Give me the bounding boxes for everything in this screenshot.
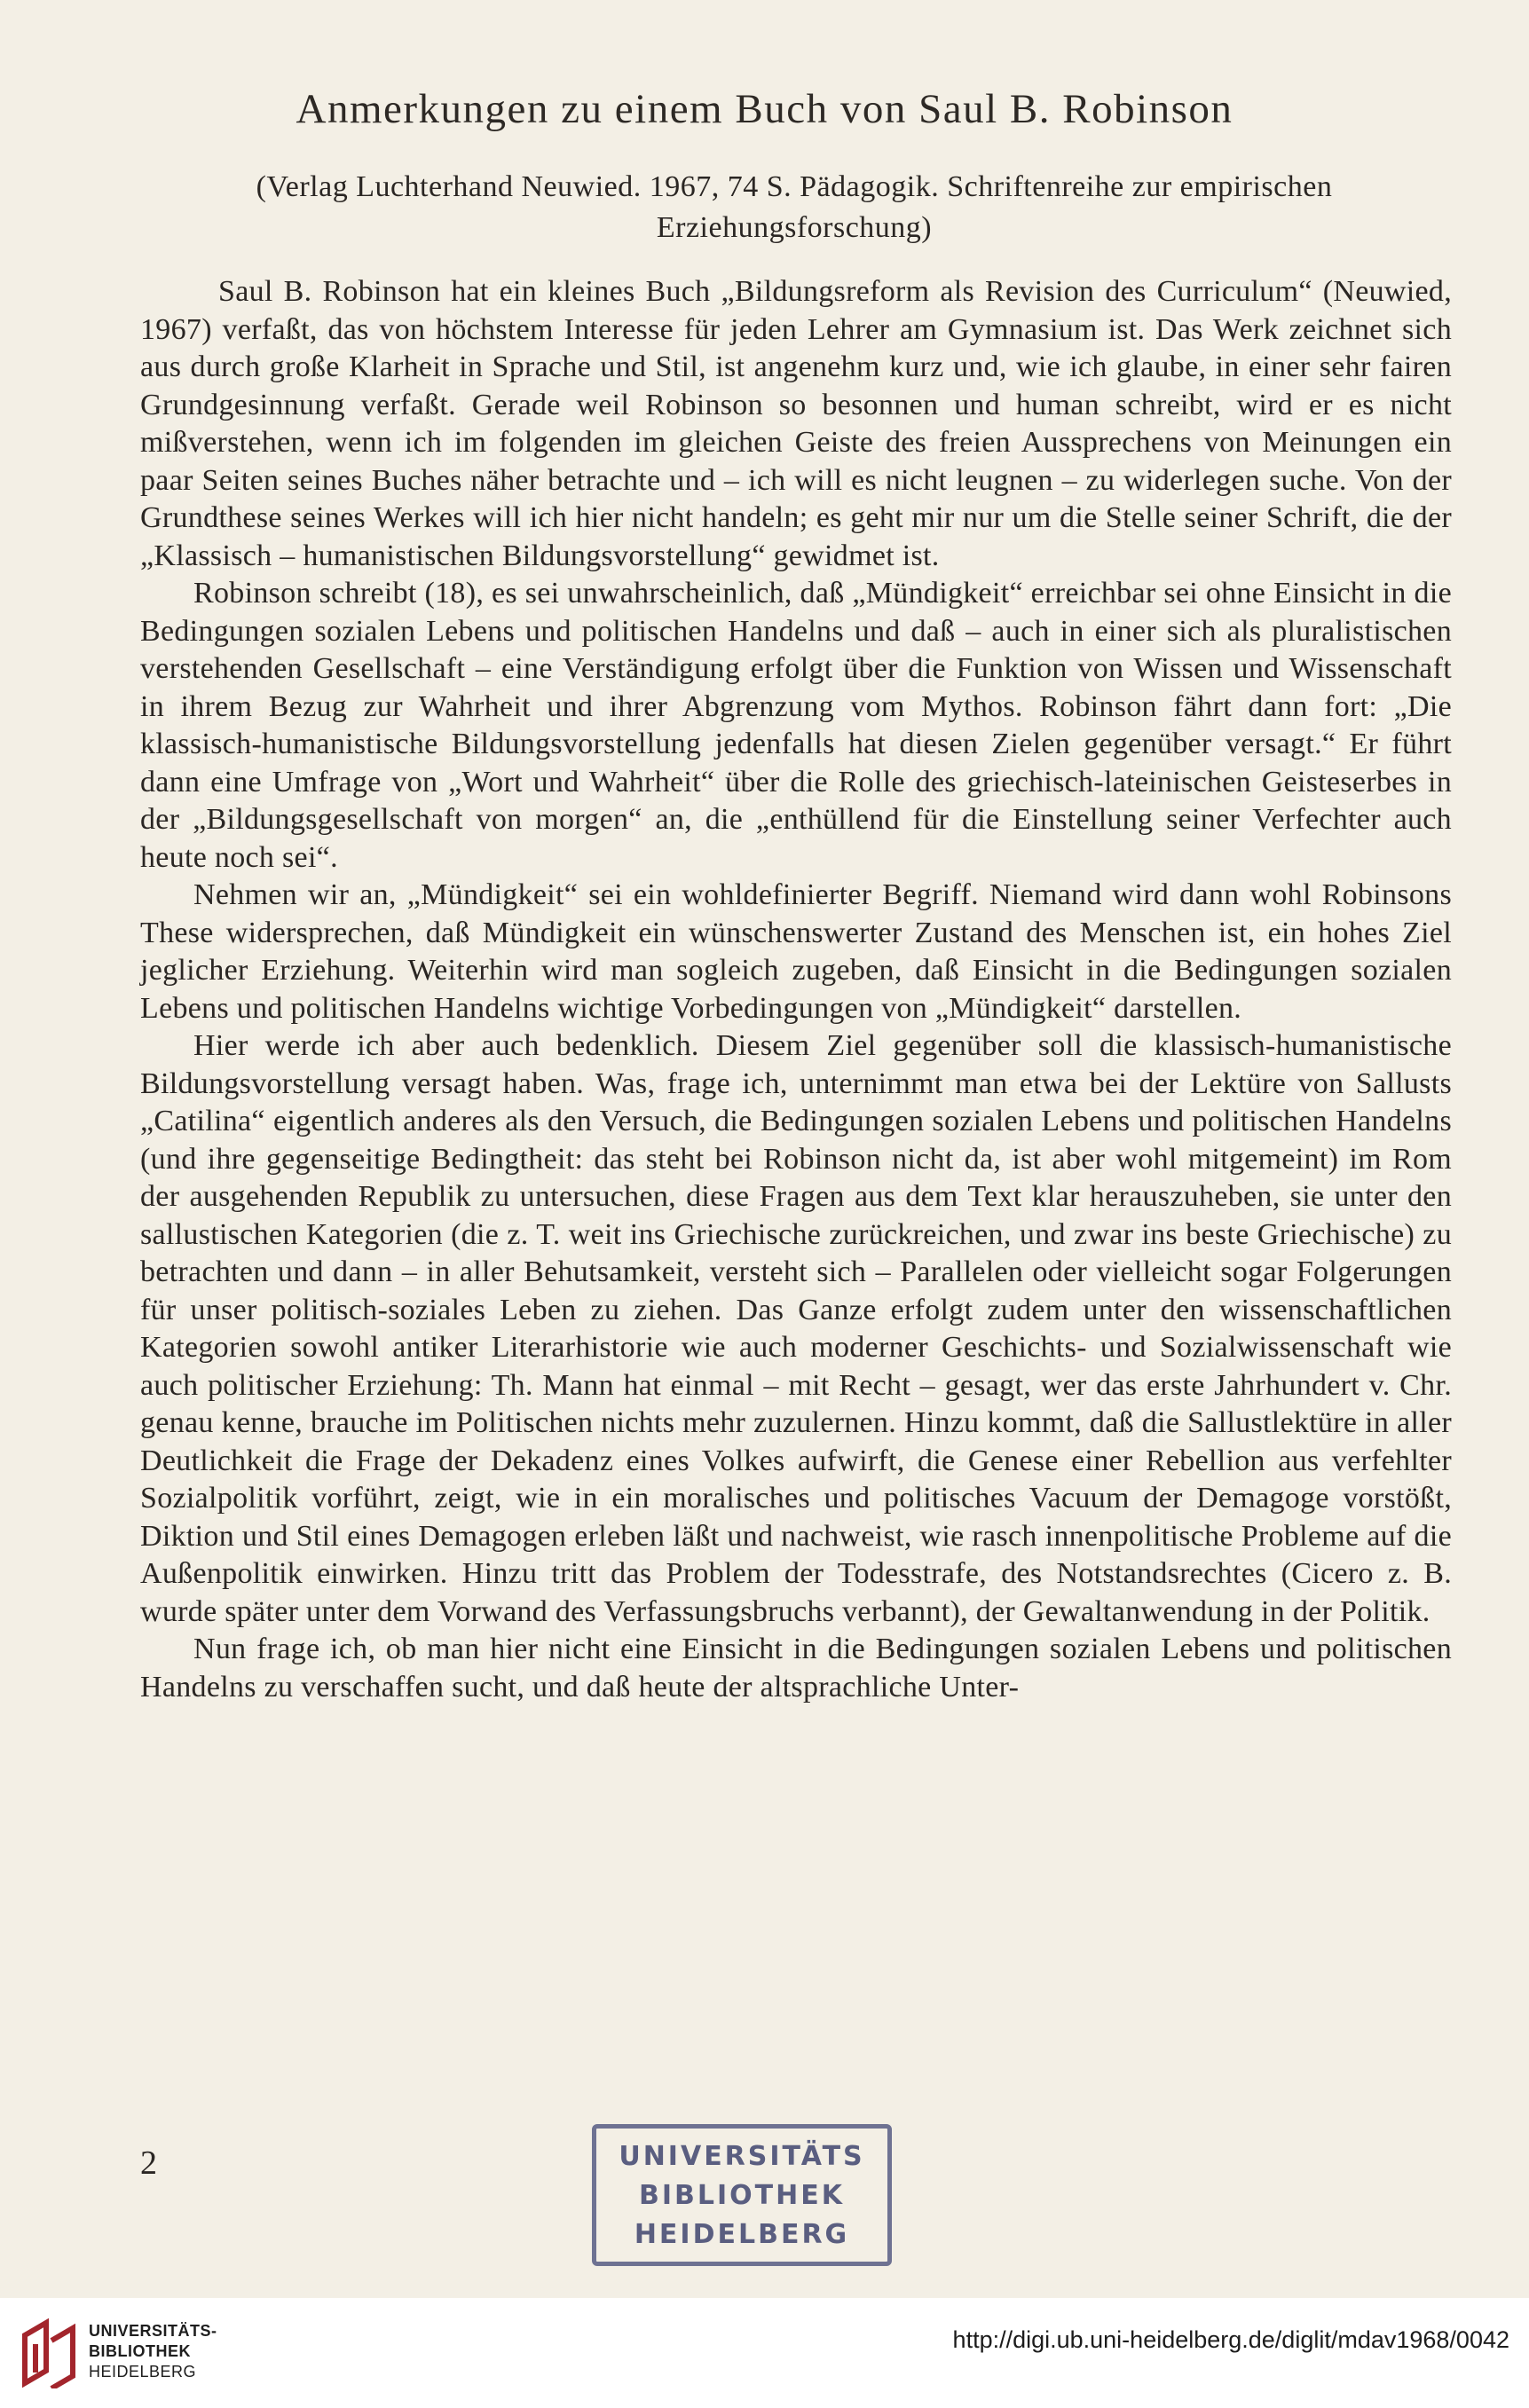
logo-line: HEIDELBERG [89,2363,197,2380]
library-logo-text [89,2321,217,2382]
library-logo-icon [20,2318,78,2388]
article-body [140,273,1452,1706]
paragraph: Robinson schreibt (18), es sei unwahrscheinlich, daß „Mündigkeit“ erreichbar sei ohne Einsicht in die Bedingungen sozialen Lebens und politischen Handelns und daß – auch in einer sich als pluralistischen verstehenden Gesellschaft – eine Verständigung erfolgt über die Funktion von Wissen und Wissenschaft in ihrem Bezug zur Wahrheit und ihrer Abgrenzung vom Mythos. Robinson fährt dann fort: „Die klassisch-humanistische Bildungsvorstellung jedenfalls hat diesen Zielen gegenüber versagt.“ Er führt dann eine Umfrage von „Wort und Wahrheit“ über die Rolle des griechisch-lateinischen Geisteserbes in der „Bildungsgesellschaft von morgen“ an, die „enthüllend für die Einstellung seiner Verfechter auch heute noch sei“. [140,577,1452,874]
paragraph: Hier werde ich aber auch bedenklich. Diesem Ziel gegenüber soll die klassisch-humanistische Bildungsvorstellung versagt haben. Was, frage ich, unternimmt man etwa bei der Lektüre von Sallusts „Catilina“ eigentlich anderes als den Versuch, die Bedingungen sozialen Lebens und politischen Handelns (und ihre gegenseitige Bedingtheit: das steht bei Robinson nicht da, ist aber wohl mitgemeint) im Rom der ausgehenden Republik zu untersuchen, diese Fragen aus dem Text klar herauszuheben, sie unter den sallustischen Kategorien (die z. T. weit ins Griechische zurückreichen, und zwar ins beste Griechische) zu betrachten und dann – in aller Behutsamkeit, versteht sich – Parallelen oder vielleicht sogar Folgerungen für unser politisch-soziales Leben zu ziehen. Das Ganze erfolgt zudem unter den wissenschaftlichen Kategorien sowohl antiker Literarhistorie wie auch moderner Geschichts- und Sozialwissenschaft wie auch politischer Erziehung: Th. Mann hat einmal – mit Recht – gesagt, wer das erste Jahrhundert v. Chr. genau kenne, brauche im Politischen nichts mehr zuzulernen. Hinzu kommt, daß die Sallustlektüre in aller Deutlichkeit die Frage der Dekadenz eines Volkes aufwirft, die Genese einer Rebellion aus verfehlter Sozialpolitik vorführt, zeigt, wie in ein moralisches und politisches Vacuum der Demagoge vorstößt, Diktion und Stil eines Demagogen erleben läßt und nachweist, wie rasch innenpolitische Probleme auf die Außenpolitik einwirken. Hinzu tritt das Problem der Todesstrafe, des Notstandsrechtes (Cicero z. B. wurde später unter dem Vorwand des Verfassungsbruchs verbannt), der Gewaltanwendung in der Politik. [140,1029,1452,1628]
footer-bar [0,2298,1529,2408]
logo-line: UNIVERSITÄTS- [89,2322,217,2340]
article-subtitle: (Verlag Luchterhand Neuwied. 1967, 74 S. Pädagogik. Schriftenreihe zur empirischen Erziehungsforschung) [256,170,1333,244]
stamp-line: BIBLIOTHEK [639,2180,845,2211]
paragraph: Nehmen wir an, „Mündigkeit“ sei ein wohldefinierter Begriff. Niemand wird dann wohl Robinsons These widersprechen, daß Mündigkeit ein wünschenswerter Zustand des Menschen ist, ein hohes Ziel jeglicher Erziehung. Weiterhin wird man sogleich zugeben, daß Einsicht in die Bedingungen sozialen Lebens und politischen Handelns wichtige Vorbedingungen von „Mündigkeit“ darstellen. [140,878,1452,1025]
stamp-line: UNIVERSITÄTS [619,2141,865,2172]
paragraph: Nun frage ich, ob man hier nicht eine Einsicht in die Bedingungen sozialen Lebens und politischen Handelns zu verschaffen sucht, und daß heute der altsprachliche Unter- [140,1633,1452,1704]
article-title: Anmerkungen zu einem Buch von Saul B. Robinson [296,86,1233,132]
source-url-link[interactable]: http://digi.ub.uni-heidelberg.de/diglit/mdav1968/0042 [952,2326,1509,2353]
stamp-line: HEIDELBERG [634,2219,850,2250]
logo-line: BIBLIOTHEK [89,2342,191,2360]
library-stamp [592,2124,892,2266]
paragraph: Saul B. Robinson hat ein kleines Buch „Bildungsreform als Revision des Curriculum“ (Neuwied, 1967) verfaßt, das von höchstem Interesse für jeden Lehrer am Gymnasium ist. Das Werk zeichnet sich aus durch große Klarheit in Sprache und Stil, ist angenehm kurz und, wie ich glaube, in einer sehr fairen Grundgesinnung verfaßt. Gerade weil Robinson so besonnen und human schreibt, wird er es nicht mißverstehen, wenn ich im folgenden im gleichen Geiste des freien Aussprechens von Meinungen ein paar Seiten seines Buches näher betrachte und – ich will es nicht leugnen – zu widerlegen suche. Von der Grundthese seines Werkes will ich hier nicht handeln; es geht mir nur um die Stelle seiner Schrift, die der „Klassisch – humanistischen Bildungsvorstellung“ gewidmet ist. [140,275,1452,572]
page-number: 2 [140,2144,157,2182]
